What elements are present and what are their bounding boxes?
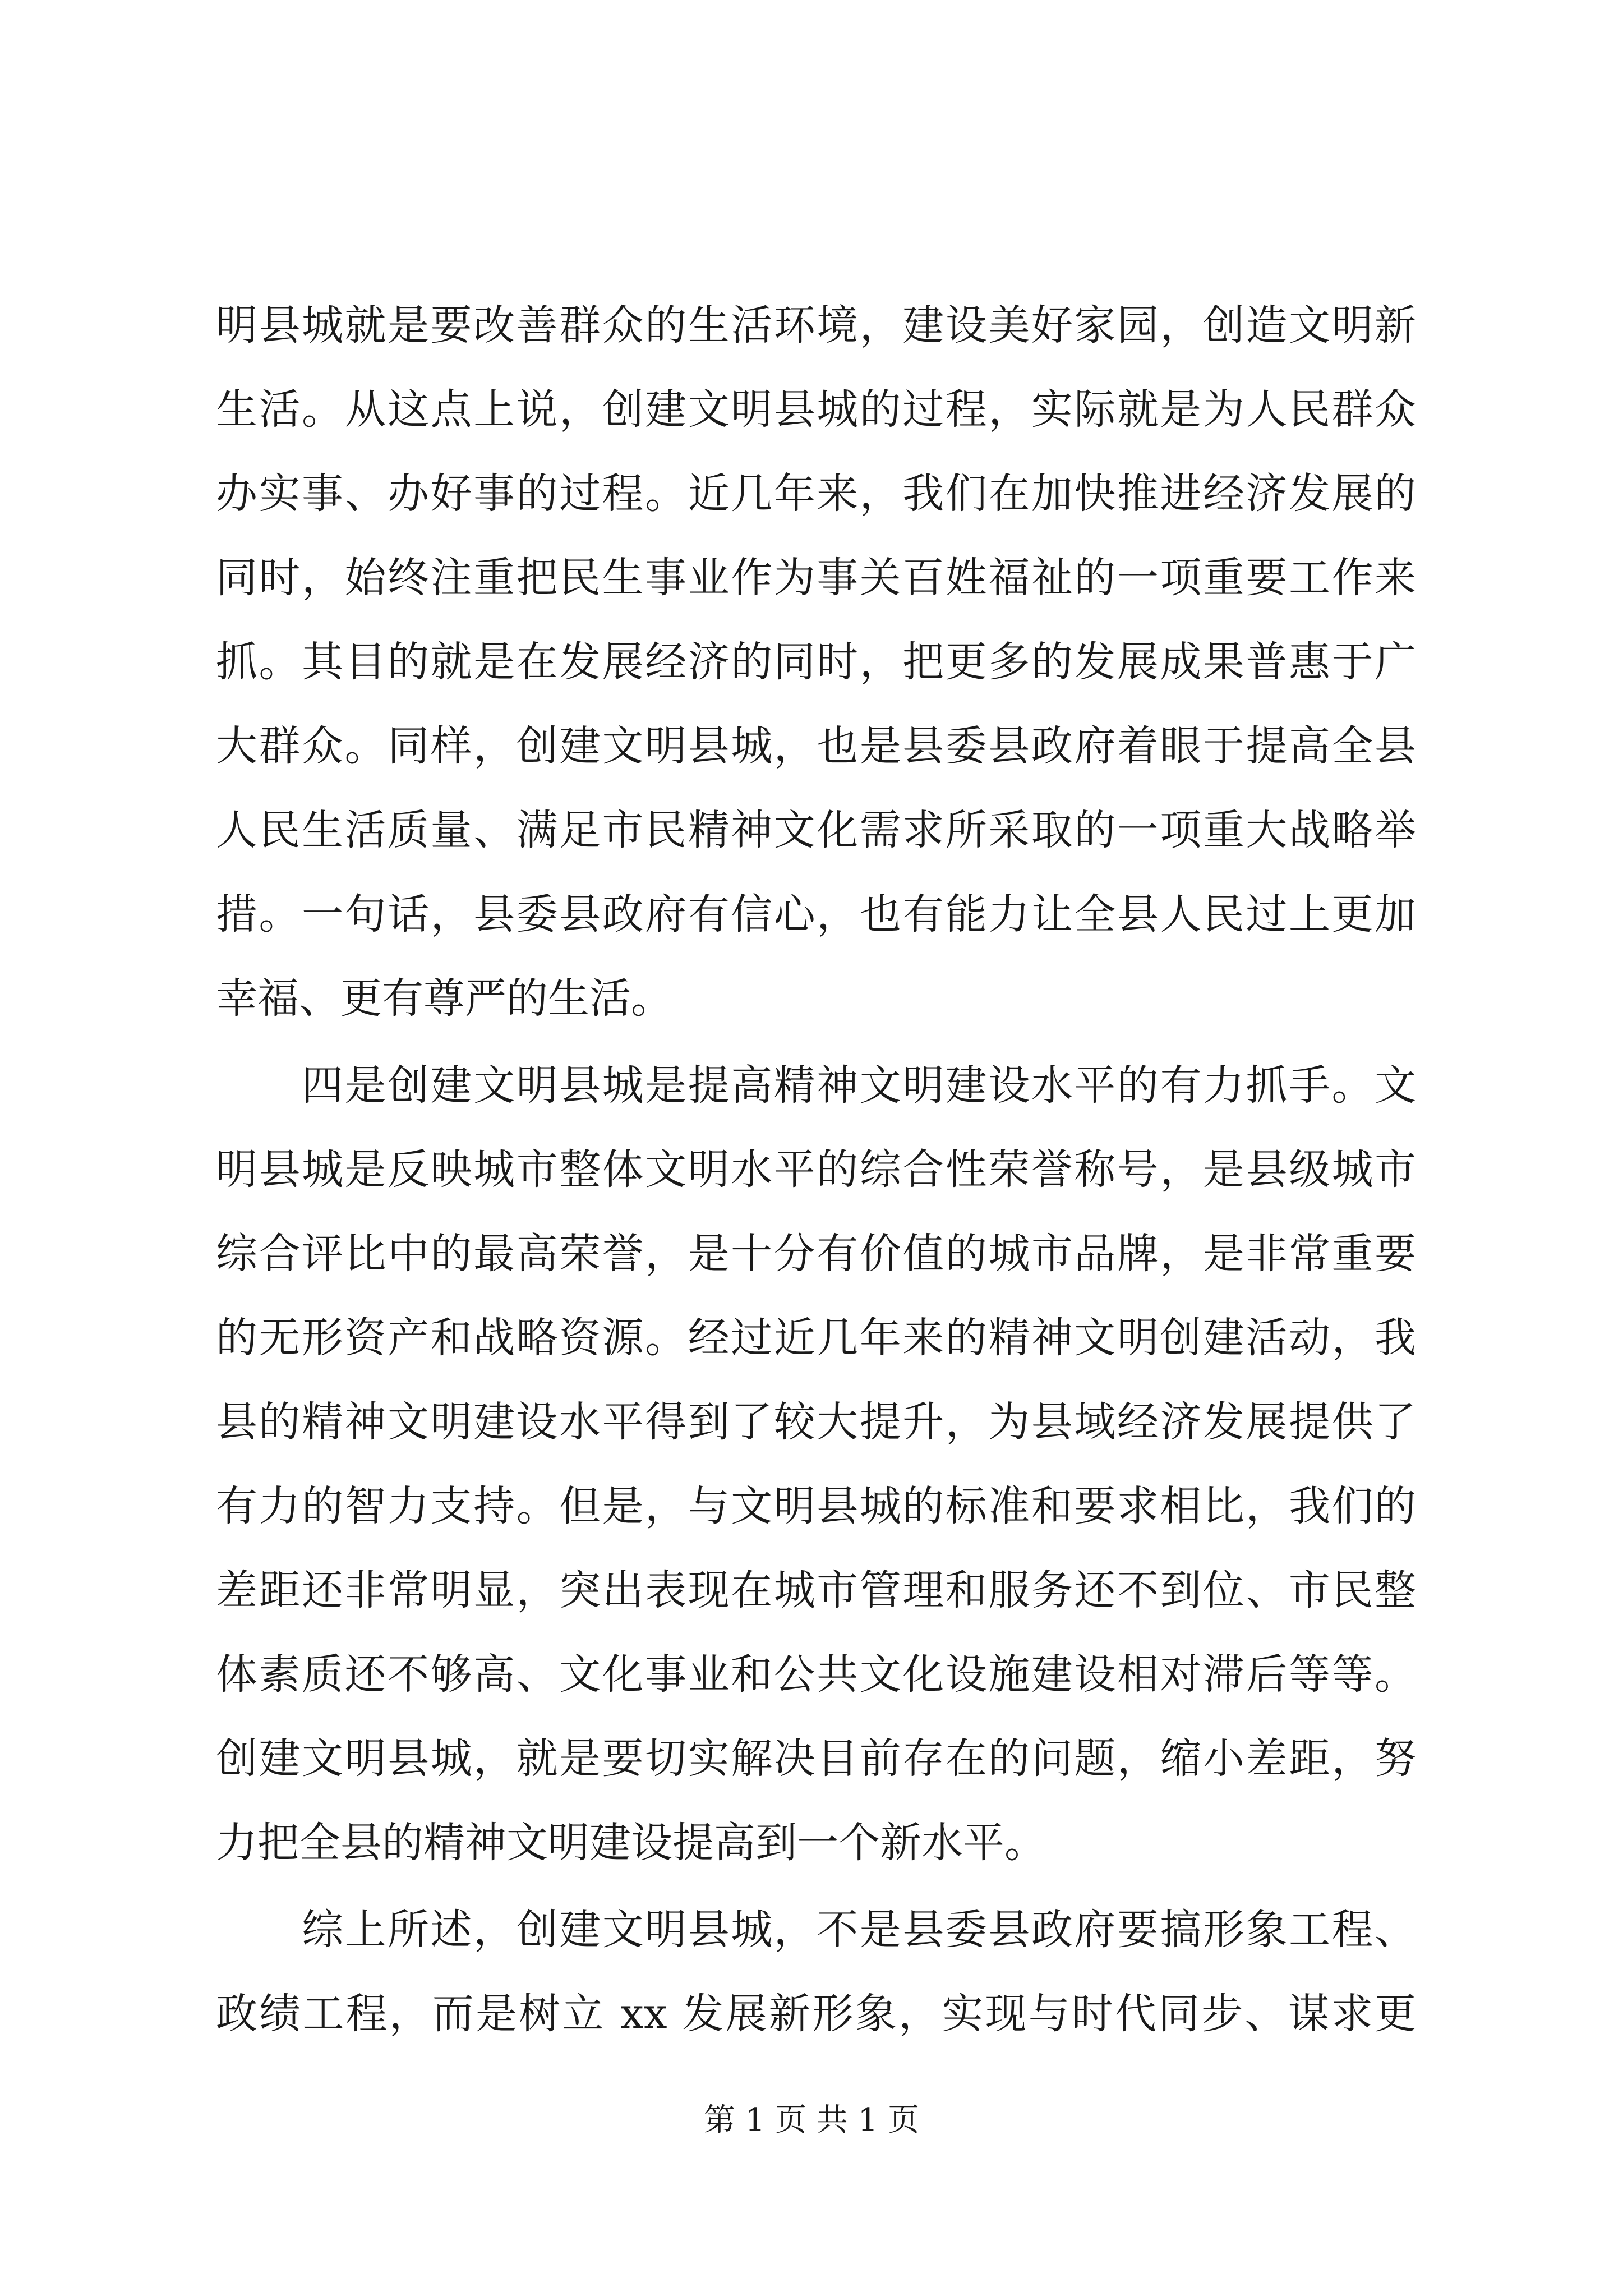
paragraph-line: 的无形资产和战略资源。经过近几年来的精神文明创建活动，我 [216, 1314, 1416, 1362]
paragraph-line: 有力的智力支持。但是，与文明县城的标准和要求相比，我们的 [216, 1482, 1416, 1530]
paragraph-line: 创建文明县城，就是要切实解决目前存在的问题，缩小差距，努 [216, 1734, 1416, 1783]
paragraph-line: 综合评比中的最高荣誉，是十分有价值的城市品牌，是非常重要 [216, 1230, 1416, 1278]
paragraph-line: 生活。从这点上说，创建文明县城的过程，实际就是为人民群众 [216, 385, 1416, 434]
paragraph-line: 明县城就是要改善群众的生活环境，建设美好家园，创造文明新 [216, 301, 1416, 349]
paragraph-line: 体素质还不够高、文化事业和公共文化设施建设相对滞后等等。 [216, 1650, 1416, 1699]
paragraph-line: 抓。其目的就是在发展经济的同时，把更多的发展成果普惠于广 [216, 638, 1416, 686]
paragraph-line: 人民生活质量、满足市民精神文化需求所采取的一项重大战略举 [216, 806, 1416, 854]
paragraph-line: 综上所述，创建文明县城，不是县委县政府要搞形象工程、 [302, 1906, 1416, 1954]
paragraph-line: 政绩工程，而是树立 xx 发展新形象，实现与时代同步、谋求更 [216, 1990, 1416, 2038]
paragraph-line: 幸福、更有尊严的生活。 [216, 974, 672, 1023]
paragraph-line: 力把全县的精神文明建设提高到一个新水平。 [216, 1819, 1046, 1867]
paragraph-line: 同时，始终注重把民生事业作为事关百姓福祉的一项重要工作来 [216, 554, 1416, 602]
paragraph-line: 大群众。同样，创建文明县城，也是县委县政府着眼于提高全县 [216, 722, 1416, 770]
page-number-footer: 第 1 页 共 1 页 [703, 2102, 920, 2138]
paragraph-line: 四是创建文明县城是提高精神文明建设水平的有力抓手。文 [302, 1061, 1416, 1110]
paragraph-line: 明县城是反映城市整体文明水平的综合性荣誉称号，是县级城市 [216, 1145, 1416, 1194]
paragraph-line: 措。一句话，县委县政府有信心，也有能力让全县人民过上更加 [216, 890, 1416, 938]
paragraph-line: 差距还非常明显，突出表现在城市管理和服务还不到位、市民整 [216, 1566, 1416, 1614]
paragraph-line: 县的精神文明建设水平得到了较大提升，为县域经济发展提供了 [216, 1398, 1416, 1446]
paragraph-line: 办实事、办好事的过程。近几年来，我们在加快推进经济发展的 [216, 470, 1416, 518]
